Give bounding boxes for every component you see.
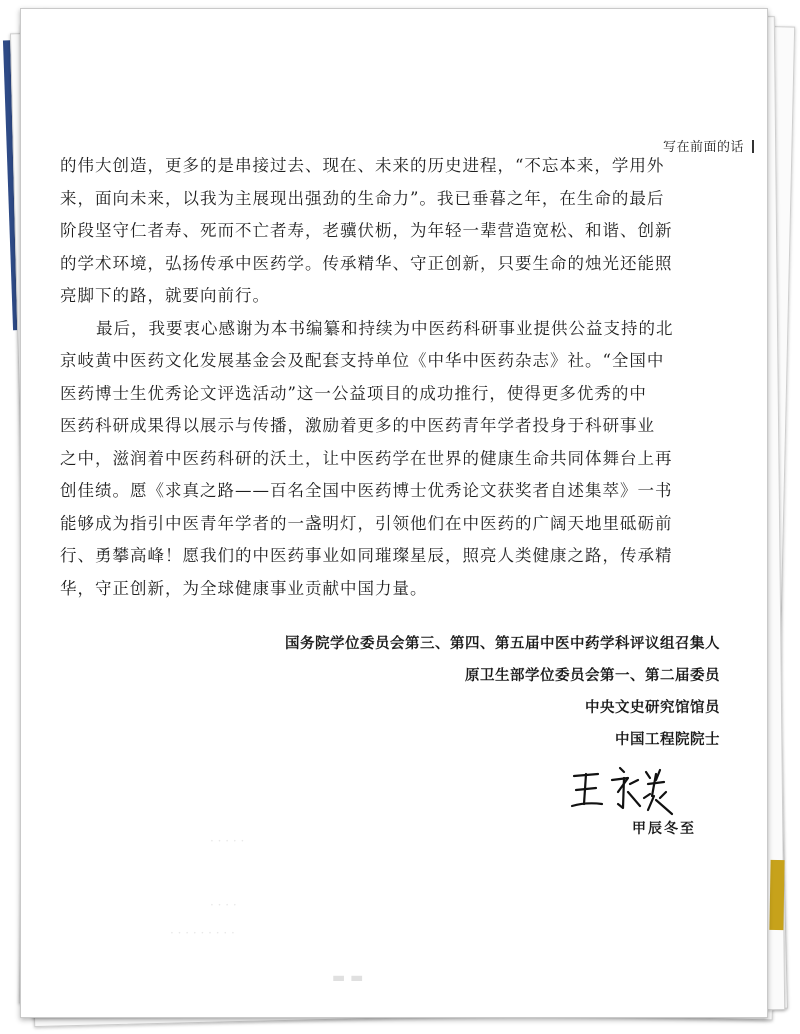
author-title: 中央文史研究馆馆员 [585,699,720,716]
text-line: 之中，滋润着中医药科研的沃土，让中医药学在世界的健康生命共同体舞台上再 [60,448,673,468]
text-line: 最后，我要衷心感谢为本书编纂和持续为中医药科研事业提供公益支持的北 [96,318,674,338]
bleed-through-text: · · · · · · · · · [170,926,235,940]
bleed-through-text: · · · · · [210,834,245,848]
text-line: 华，守正创新，为全球健康事业贡献中国力量。 [60,578,428,598]
book-edge-yellow [769,860,784,930]
section-title: 写在前面的话 [662,140,744,155]
header-divider [752,140,754,153]
text-line: 创佳绩。愿《求真之路——百名全国中医药博士优秀论文获奖者自述集萃》一书 [60,481,673,500]
text-line: 的伟大创造，更多的是串接过去、现在、未来的历史进程，“不忘本来，学用外 [60,156,665,175]
bleed-through-text: · · · · [210,898,237,912]
text-line: 阶段坚守仁者寿、死而不亡者寿，老骥伏枥，为年轻一辈营造宽松、和谐、创新 [60,221,673,240]
author-title: 原卫生部学位委员会第一、第二届委员 [465,667,720,684]
text-line: 行、勇攀高峰！愿我们的中医药事业如同璀璨星辰，照亮人类健康之路，传承精 [60,546,673,565]
text-line: 医药科研成果得以展示与传播，激励着更多的中医药青年学者投身于科研事业 [60,416,655,435]
text-line: 能够成为指引中医青年学者的一盏明灯，引领他们在中医药的广阔天地里砥砺前 [60,513,673,533]
text-line: 京岐黄中医药文化发展基金会及配套支持单位《中华中医药杂志》社。“全国中 [60,351,665,370]
author-title: 中国工程院院士 [615,731,720,748]
bleed-through-text: ▬ ▬ [332,970,364,986]
text-line: 亮脚下的路，就要向前行。 [60,286,270,305]
text-line: 医药博士生优秀论文评选活动”这一公益项目的成功推行，使得更多优秀的中 [60,383,647,403]
author-title: 国务院学位委员会第三、第四、第五届中医中药学科评议组召集人 [285,635,720,652]
text-line: 来，面向未来，以我为主展现出强劲的生命力”。我已垂暮之年，在生命的最后 [60,188,665,208]
signature-date: 甲辰冬至 [632,821,696,837]
text-line: 的学术环境，弘扬传承中医药学。传承精华、守正创新，只要生命的烛光还能照 [60,253,673,273]
author-titles [285,628,720,756]
handwritten-signature [568,762,680,820]
body-paragraphs [60,150,720,605]
